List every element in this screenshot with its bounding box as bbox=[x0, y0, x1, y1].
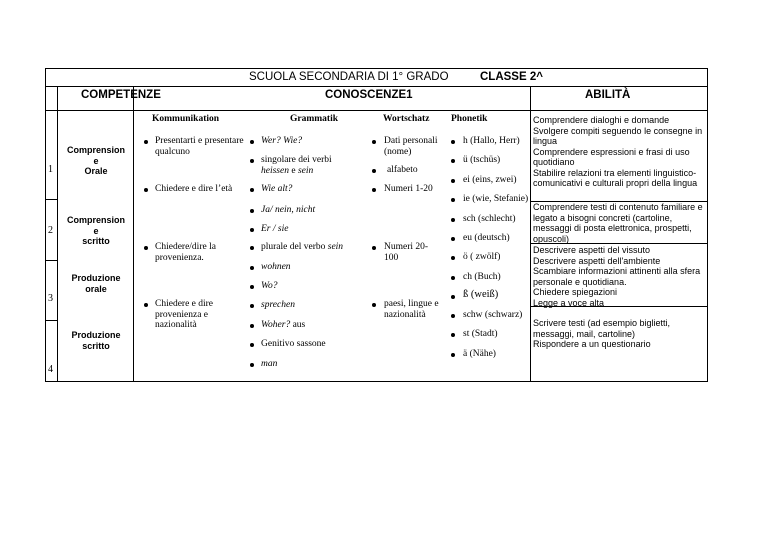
kommunikation-item-1: Presentarti e presentare qualcuno bbox=[155, 136, 244, 157]
bullet-marker bbox=[250, 304, 254, 308]
wortschatz-item-5: paesi, lingue e nazionalità bbox=[384, 299, 439, 320]
grammatik-item-2 bbox=[261, 155, 361, 176]
abilita-cell-3: Descrivere aspetti del vissuto Descrivere aspetti dell'ambiente Scambiare informazioni attinenti alla sfera personale e quotidiana. Chiedere spiegazioni Legge a voce alta bbox=[533, 245, 701, 308]
bullet-marker bbox=[451, 159, 455, 163]
grammatik-item-5: Er / sie bbox=[261, 224, 289, 234]
row-number-4: 4 bbox=[48, 364, 53, 375]
row-number-2: 2 bbox=[48, 225, 53, 236]
bullet-marker bbox=[250, 266, 254, 270]
grammatik-item-11: Genitivo sassone bbox=[261, 339, 326, 349]
grammatik-item-3: Wie alt? bbox=[261, 184, 293, 194]
number-row-line-3 bbox=[45, 320, 57, 321]
grammatik-item-9: sprechen bbox=[261, 300, 295, 310]
bullet-marker bbox=[144, 140, 148, 144]
phonetik-item-1: h (Hallo, Herr) bbox=[463, 136, 520, 146]
phonetik-header: Phonetik bbox=[451, 114, 488, 124]
section-header-divider bbox=[45, 110, 708, 111]
bullet-marker bbox=[451, 256, 455, 260]
bullet-marker bbox=[372, 188, 376, 192]
bullet-marker bbox=[250, 228, 254, 232]
bullet-marker bbox=[451, 353, 455, 357]
competence-2: Comprension e scritto bbox=[66, 215, 125, 246]
phonetik-item-8: ch (Buch) bbox=[463, 272, 501, 282]
grammatik-item-7: wohnen bbox=[261, 262, 291, 272]
phonetik-item-7: ö ( zwölf) bbox=[463, 252, 501, 262]
kommunikation-header: Kommunikation bbox=[152, 114, 220, 124]
bullet-marker bbox=[250, 188, 254, 192]
bullet-marker bbox=[144, 188, 148, 192]
grammatik-item-6: plurale del verbo sein bbox=[261, 242, 344, 252]
number-row-line-1 bbox=[45, 199, 57, 200]
phonetik-item-11: st (Stadt) bbox=[463, 329, 498, 339]
grammatik-item-10: Woher? aus bbox=[261, 320, 306, 330]
bullet-marker bbox=[451, 198, 455, 202]
row-number-1: 1 bbox=[48, 164, 53, 175]
bullet-marker bbox=[451, 179, 455, 183]
wortschatz-item-2: alfabeto bbox=[387, 165, 418, 175]
table-border-right bbox=[707, 68, 708, 382]
bullet-marker bbox=[451, 314, 455, 318]
table-border-bottom bbox=[45, 381, 708, 382]
bullet-marker bbox=[250, 285, 254, 289]
grammatik-item-2-text: singolare dei verbi heissen e sein bbox=[261, 155, 332, 176]
phonetik-item-9: ß (weiß) bbox=[463, 289, 499, 300]
competence-3: Produzione orale bbox=[71, 273, 121, 294]
school-title: SCUOLA SECONDARIA DI 1° GRADO bbox=[249, 71, 449, 83]
phonetik-item-3: ei (eins, zwei) bbox=[463, 175, 517, 185]
bullet-marker bbox=[250, 343, 254, 347]
phonetik-item-12: ä (Nähe) bbox=[463, 349, 496, 359]
wortschatz-item-4: Numeri 20-100 bbox=[384, 242, 429, 263]
phonetik-item-2: ü (tschüs) bbox=[463, 155, 501, 165]
bullet-marker bbox=[451, 140, 455, 144]
header-row-divider bbox=[45, 86, 708, 87]
bullet-marker bbox=[144, 246, 148, 250]
phonetik-item-6: eu (deutsch) bbox=[463, 233, 510, 243]
bullet-marker bbox=[451, 295, 455, 299]
kommunikation-item-4: Chiedere e dire provenienza e nazionalità bbox=[155, 299, 214, 330]
abilita-cell-1: Comprendere dialoghi e domande Svolgere compiti seguendo le consegne in lingua Comprendere espressioni e frasi di uso quotidiano Stabilire relazioni tra elementi linguistico-comunicativi e culturali propri della lingua bbox=[533, 115, 703, 188]
kommunikation-item-2: Chiedere e dire l’età bbox=[155, 184, 233, 194]
phonetik-item-4: ie (wie, Stefanie) bbox=[463, 194, 529, 204]
bullet-marker bbox=[250, 159, 254, 163]
bullet-marker bbox=[372, 169, 376, 173]
bullet-marker bbox=[250, 363, 254, 367]
competence-4: Produzione scritto bbox=[71, 330, 121, 351]
phonetik-item-10: schw (schwarz) bbox=[463, 310, 523, 320]
bullet-marker bbox=[250, 140, 254, 144]
abilita-cell-4: Scrivere testi (ad esempio biglietti, messaggi, mail, cartoline) Rispondere a un questionario bbox=[533, 318, 671, 349]
kommunikation-item-3: Chiedere/dire la provenienza. bbox=[155, 242, 216, 263]
bullet-marker bbox=[144, 303, 148, 307]
bullet-marker bbox=[372, 140, 376, 144]
bullet-marker bbox=[250, 324, 254, 328]
bullet-marker bbox=[451, 333, 455, 337]
competence-col-divider bbox=[133, 86, 134, 382]
bullet-marker bbox=[372, 303, 376, 307]
bullet-marker bbox=[372, 246, 376, 250]
grammatik-item-4: Ja/ nein, nicht bbox=[261, 205, 316, 215]
competenze-header: COMPETENZE bbox=[81, 89, 161, 101]
abilita-cell-2: Comprendere testi di contenuto familiare e legato a bisogni concreti (cartoline, messaggi di posta elettronica, prospetti, opuscoli) bbox=[533, 202, 703, 244]
grammatik-item-8: Wo? bbox=[261, 281, 278, 291]
abilita-header: ABILITÀ bbox=[585, 89, 631, 101]
number-row-line-2 bbox=[45, 260, 57, 261]
wortschatz-item-3: Numeri 1-20 bbox=[384, 184, 433, 194]
table-border-left bbox=[45, 68, 46, 382]
grammatik-item-12: man bbox=[261, 359, 278, 369]
bullet-marker bbox=[451, 237, 455, 241]
wortschatz-header: Wortschatz bbox=[383, 114, 430, 124]
conoscenze-header: CONOSCENZE1 bbox=[325, 89, 413, 101]
phonetik-item-5: sch (schlecht) bbox=[463, 214, 516, 224]
wortschatz-item-1: Dati personali (nome) bbox=[384, 136, 438, 157]
bullet-marker bbox=[451, 276, 455, 280]
number-col-divider bbox=[57, 86, 58, 382]
bullet-marker bbox=[451, 218, 455, 222]
abilita-col-divider bbox=[530, 86, 531, 382]
row-number-3: 3 bbox=[48, 293, 53, 304]
grammatik-item-1: Wer? Wie? bbox=[261, 136, 303, 146]
competence-1: Comprension e Orale bbox=[66, 145, 125, 176]
class-title: CLASSE 2^ bbox=[480, 71, 543, 83]
grammatik-header: Grammatik bbox=[290, 114, 339, 124]
bullet-marker bbox=[250, 246, 254, 250]
bullet-marker bbox=[250, 209, 254, 213]
